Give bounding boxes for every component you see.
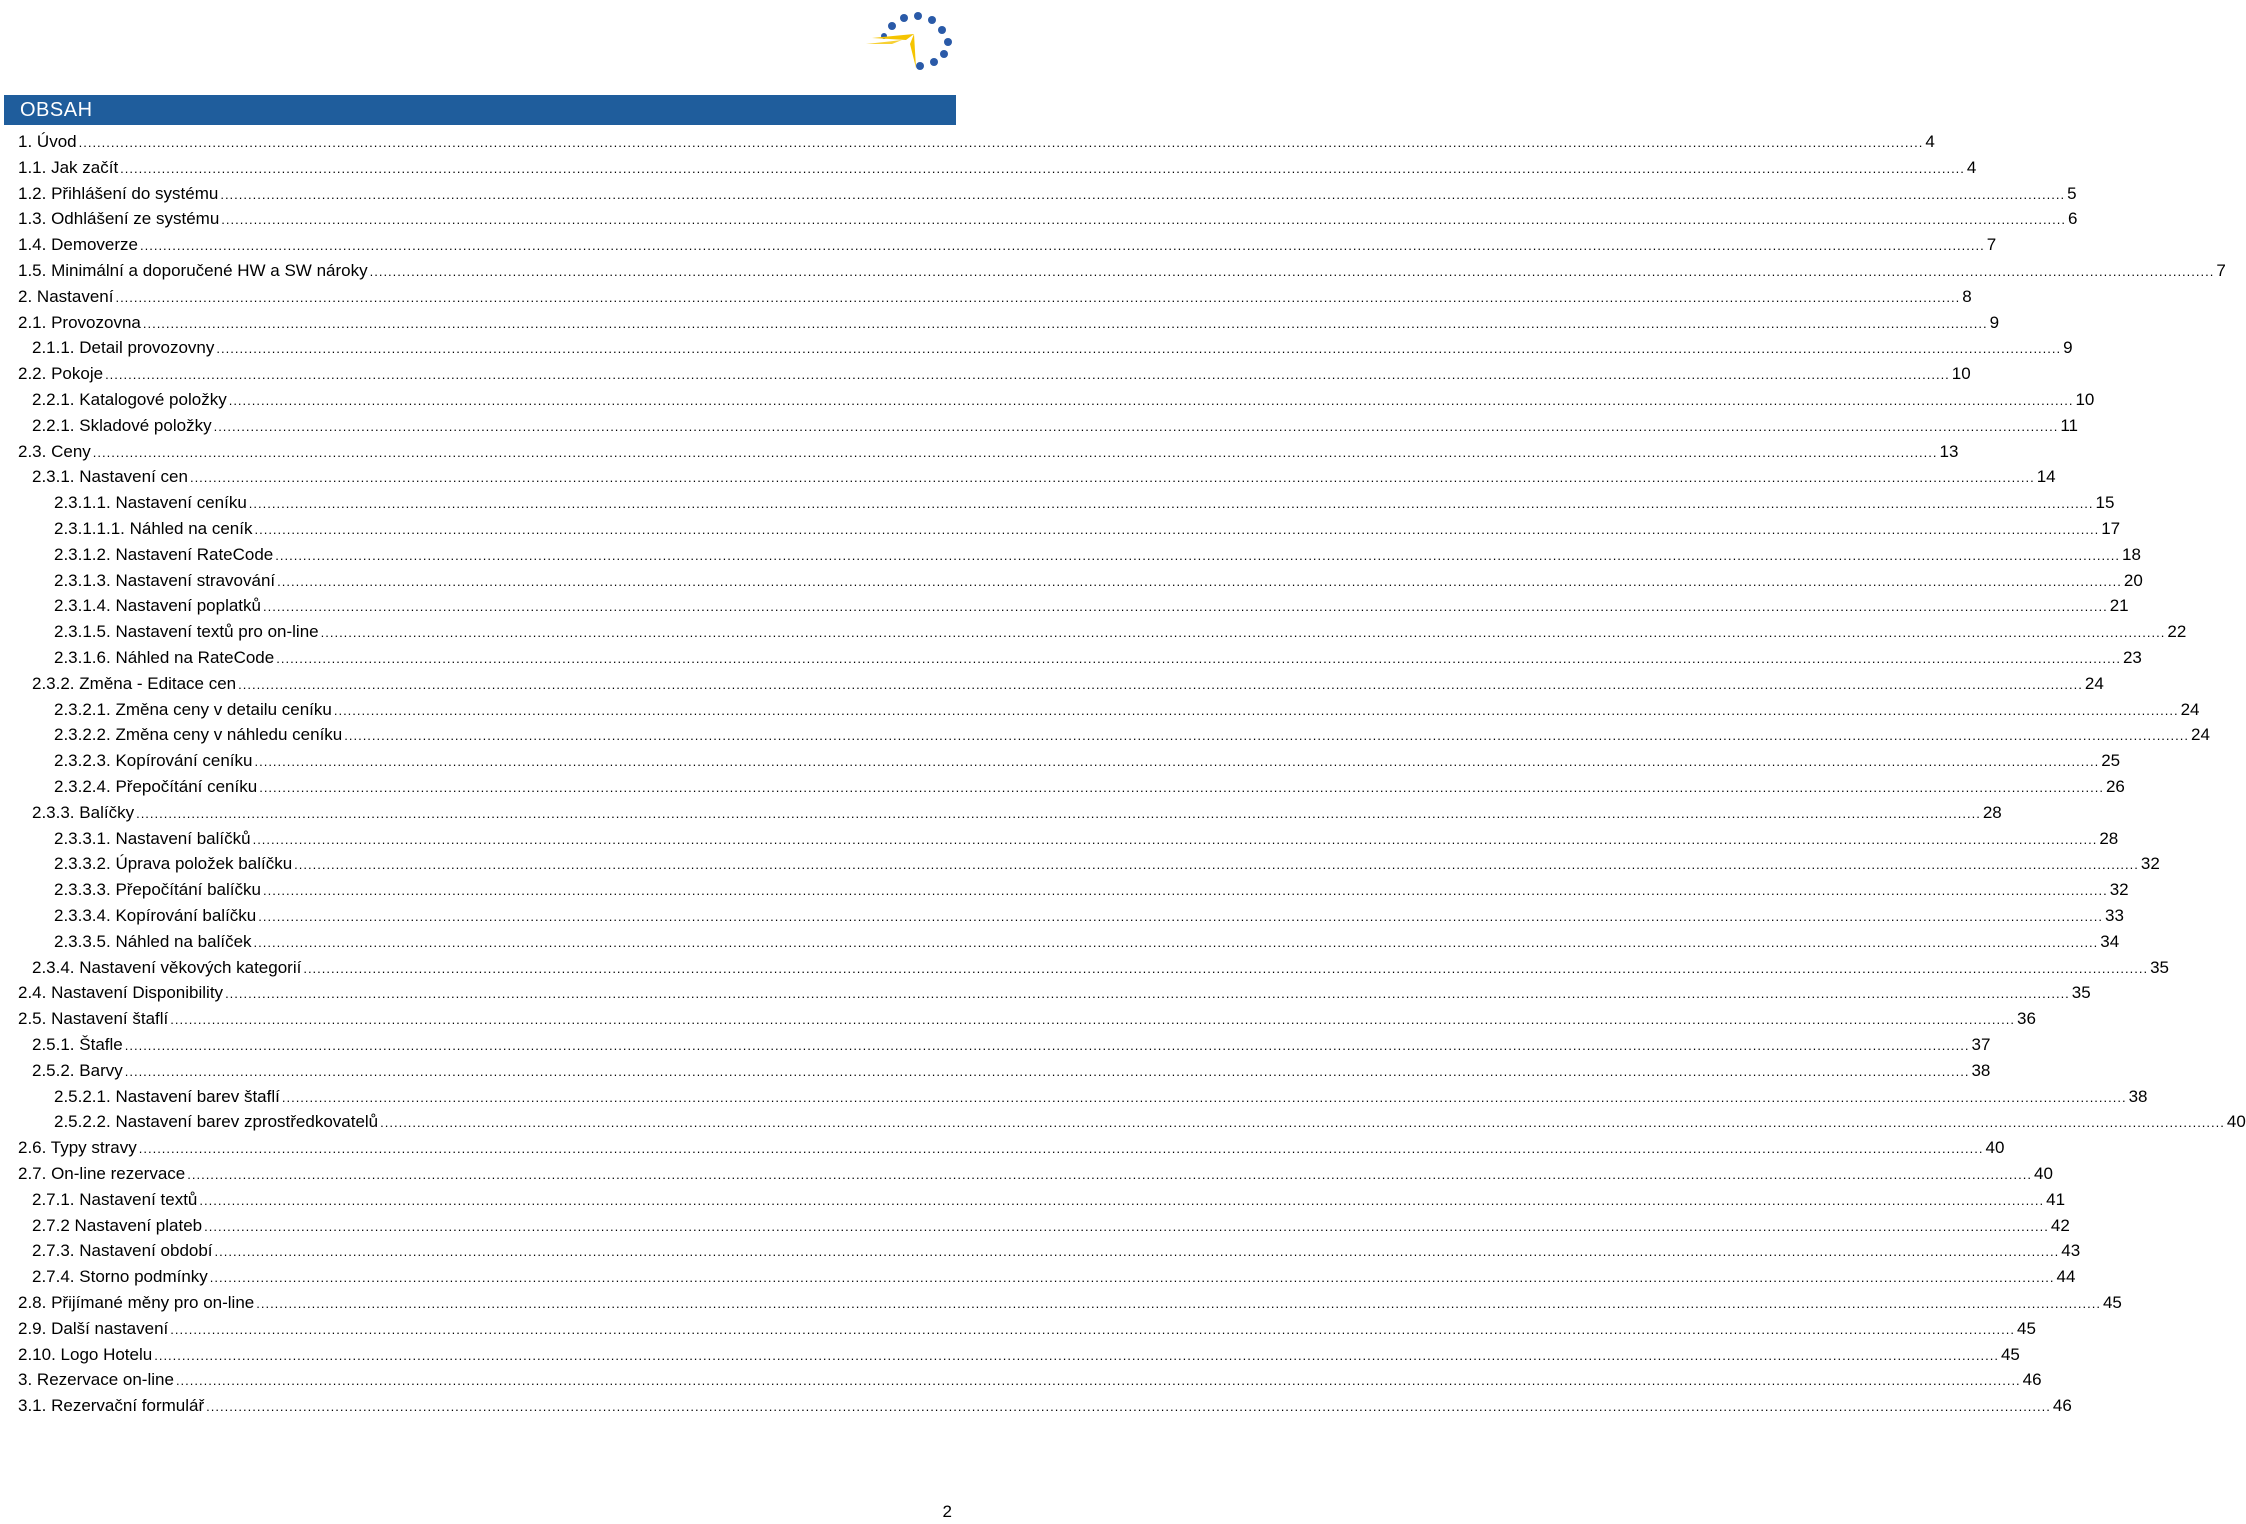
toc-entry-leader: ................................................................................................................................................................................................................................................................................................................................................................................................................ <box>209 1270 2055 1286</box>
toc-entry-number: 3. <box>18 1370 33 1390</box>
toc-entry-title: Nastavení balíčků <box>110 828 251 848</box>
toc-entry-number: 2.3.1.2. <box>54 544 111 564</box>
toc-entry-leader: ................................................................................................................................................................................................................................................................................................................................................................................................................ <box>154 1347 1999 1363</box>
toc-entry-number: 2.2. <box>18 364 47 384</box>
toc-entry[interactable] <box>18 1394 2072 1418</box>
toc-entry-title: Nastavení textů <box>74 1189 198 1209</box>
toc-entry-page: 46 <box>2052 1396 2072 1416</box>
toc-entry[interactable] <box>32 465 2056 489</box>
toc-entry-page: 38 <box>1971 1060 1991 1080</box>
toc-entry[interactable] <box>54 827 2119 851</box>
toc-entry-number: 2.3.3.1. <box>54 828 111 848</box>
toc-entry-title: Přihlášení do systému <box>46 183 219 203</box>
toc-entry-page: 9 <box>2063 338 2073 358</box>
toc-entry-number: 2.3. <box>18 441 47 461</box>
toc-entry-title: Přepočítání balíčku <box>110 880 261 900</box>
toc-entry-page: 25 <box>2101 751 2121 771</box>
toc-entry-title: Nastavení <box>32 286 114 306</box>
toc-entry-number: 2.5.2.1. <box>54 1086 111 1106</box>
toc-entry-number: 3.1. <box>18 1396 47 1416</box>
toc-entry-leader: ................................................................................................................................................................................................................................................................................................................................................................................................................ <box>206 1399 2051 1415</box>
toc-entry[interactable] <box>32 414 2078 438</box>
toc-entry-leader: ................................................................................................................................................................................................................................................................................................................................................................................................................ <box>140 238 1985 254</box>
toc-entry-leader: ................................................................................................................................................................................................................................................................................................................................................................................................................ <box>138 1141 1984 1157</box>
toc-entry-page: 42 <box>2050 1215 2070 1235</box>
toc-entry-leader: ................................................................................................................................................................................................................................................................................................................................................................................................................ <box>256 1296 2101 1311</box>
toc-entry-title: Další nastavení <box>46 1318 169 1338</box>
toc-entry-title: Nastavení poplatků <box>110 596 261 616</box>
toc-entry-title: Nastavení Disponibility <box>46 983 224 1003</box>
toc-entry[interactable] <box>18 362 1971 386</box>
toc-entry-title: Náhled na balíček <box>110 931 252 951</box>
toc-entry-leader: ................................................................................................................................................................................................................................................................................................................................................................................................................ <box>92 444 1938 460</box>
toc-entry[interactable] <box>32 1188 2066 1212</box>
toc-entry-page: 15 <box>2095 493 2115 513</box>
toc-entry-number: 2.3.3. <box>32 802 75 822</box>
toc-entry-leader: ................................................................................................................................................................................................................................................................................................................................................................................................................ <box>258 909 2103 924</box>
toc-entry-page: 46 <box>2022 1370 2042 1390</box>
toc-entry-page: 24 <box>2180 699 2200 719</box>
toc-entry-page: 7 <box>2216 261 2226 280</box>
toc-entry-number: 2.10. <box>18 1344 56 1364</box>
toc-entry-number: 2.5.2.2. <box>54 1112 111 1132</box>
toc-entry[interactable] <box>54 646 2142 670</box>
toc-entry[interactable] <box>54 517 2121 541</box>
toc-entry-number: 2.3.1.4. <box>54 596 111 616</box>
toc-entry-page: 33 <box>2104 906 2124 925</box>
toc-entry-page: 20 <box>2123 570 2143 590</box>
toc-entry[interactable] <box>54 930 2120 954</box>
toc-entry[interactable] <box>32 336 2073 360</box>
toc-entry-number: 2.3.3.2. <box>54 854 111 874</box>
toc-entry-number: 2.3.3.5. <box>54 931 111 951</box>
company-logo-icon <box>862 4 956 72</box>
toc-entry-page: 44 <box>2056 1267 2076 1287</box>
toc-entry-title: Minimální a doporučené HW a SW nároky <box>46 261 368 280</box>
toc-entry-leader: ................................................................................................................................................................................................................................................................................................................................................................................................................ <box>175 1373 2021 1389</box>
toc-entry[interactable] <box>54 723 2210 747</box>
toc-entry-title: On-line rezervace <box>46 1164 186 1183</box>
toc-entry-page: 28 <box>2099 828 2119 848</box>
toc-entry[interactable] <box>32 1214 2070 1238</box>
toc-entry-leader: ................................................................................................................................................................................................................................................................................................................................................................................................................ <box>259 780 2104 795</box>
toc-entry[interactable] <box>32 1033 1991 1057</box>
toc-entry[interactable] <box>54 1085 2148 1109</box>
toc-entry-leader: ................................................................................................................................................................................................................................................................................................................................................................................................................ <box>124 1038 1970 1053</box>
toc-entry[interactable] <box>18 1136 2005 1160</box>
toc-entry-title: Provozovna <box>46 312 141 332</box>
toc-entry-number: 2.3.2.3. <box>54 751 111 771</box>
toc-entry-number: 2. <box>18 286 33 306</box>
toc-entry-page: 24 <box>2084 673 2104 693</box>
toc-entry-number: 2.7.4. <box>32 1267 75 1287</box>
toc-entry-leader: ................................................................................................................................................................................................................................................................................................................................................................................................................ <box>303 960 2149 976</box>
toc-entry-number: 2.3.1.3. <box>54 570 111 590</box>
toc-entry-leader: ................................................................................................................................................................................................................................................................................................................................................................................................................ <box>213 418 2059 434</box>
toc-entry[interactable] <box>54 569 2143 593</box>
toc-entry-page: 41 <box>2046 1189 2066 1209</box>
toc-entry[interactable] <box>54 904 2124 928</box>
toc-entry-number: 2.3.1.5. <box>54 622 111 642</box>
toc-entry-title: Nastavení cen <box>74 467 188 487</box>
toc-entry-number: 2.3.1.1. <box>54 493 111 513</box>
toc-entry[interactable] <box>32 1239 2081 1263</box>
toc-entry-leader: ................................................................................................................................................................................................................................................................................................................................................................................................................ <box>254 522 2100 537</box>
toc-entry-leader: ................................................................................................................................................................................................................................................................................................................................................................................................................ <box>124 1063 1970 1079</box>
toc-entry-number: 2.7.3. <box>32 1241 75 1261</box>
toc-entry[interactable] <box>54 543 2141 567</box>
toc-entry-leader: ................................................................................................................................................................................................................................................................................................................................................................................................................ <box>115 289 1961 305</box>
toc-entry-title: Změna - Editace cen <box>74 673 237 693</box>
toc-entry-leader: ................................................................................................................................................................................................................................................................................................................................................................................................................ <box>262 883 2108 899</box>
toc-entry[interactable] <box>32 956 2169 980</box>
toc-entry-page: 8 <box>1962 286 1972 306</box>
toc-entry-number: 2.3.4. <box>32 957 75 977</box>
toc-header <box>4 95 956 125</box>
toc-entry[interactable] <box>18 156 1977 180</box>
toc-entry-number: 2.7.1. <box>32 1189 75 1209</box>
toc-entry-leader: ................................................................................................................................................................................................................................................................................................................................................................................................................ <box>294 857 2139 873</box>
toc-entry-number: 2.2.1. <box>32 390 75 409</box>
toc-entry-title: Ceny <box>46 441 91 461</box>
toc-entry-number: 2.7. <box>18 1164 47 1183</box>
toc-entry-page: 4 <box>1925 132 1935 151</box>
toc-entry-title: Přijímané měny pro on-line <box>46 1293 255 1312</box>
toc-entry[interactable] <box>18 1343 2020 1367</box>
toc-entry-number: 2.5. <box>18 1009 47 1029</box>
toc-entry-page: 10 <box>2075 390 2095 409</box>
toc-entry-leader: ................................................................................................................................................................................................................................................................................................................................................................................................................ <box>320 625 2166 641</box>
toc-entry-number: 2.5.2. <box>32 1060 75 1080</box>
toc-entry-title: Rezervace on-line <box>32 1370 174 1390</box>
toc-entry[interactable] <box>18 1368 2042 1392</box>
toc-entry-leader: ................................................................................................................................................................................................................................................................................................................................................................................................................ <box>225 986 2070 1002</box>
toc-entry[interactable] <box>18 1162 2053 1186</box>
toc-entry-leader: ................................................................................................................................................................................................................................................................................................................................................................................................................ <box>276 651 2121 666</box>
toc-entry[interactable] <box>18 1317 2036 1341</box>
toc-entry-page: 34 <box>2100 931 2120 951</box>
toc-entry-page: 38 <box>2128 1086 2148 1106</box>
toc-entry-number: 2.6. <box>18 1138 47 1158</box>
toc-entry-title: Změna ceny v detailu ceníku <box>110 699 332 719</box>
toc-entry-leader: ................................................................................................................................................................................................................................................................................................................................................................................................................ <box>199 1192 2045 1208</box>
toc-entry-leader: ................................................................................................................................................................................................................................................................................................................................................................................................................ <box>238 676 2083 692</box>
toc-entry-leader: ................................................................................................................................................................................................................................................................................................................................................................................................................ <box>369 264 2215 279</box>
toc-entry-page: 45 <box>2000 1344 2020 1364</box>
toc-entry-title: Náhled na RateCode <box>110 648 275 667</box>
toc-entry-number: 2.3.1.6. <box>54 648 111 667</box>
toc-entry-number: 2.7.2 <box>32 1215 70 1235</box>
toc-entry-leader: ................................................................................................................................................................................................................................................................................................................................................................................................................ <box>189 470 2035 486</box>
toc-entry-title: Skladové položky <box>74 415 212 435</box>
toc-entry-number: 1.3. <box>18 209 47 229</box>
toc-entry-number: 1. <box>18 132 33 151</box>
toc-entry-number: 2.3.2.1. <box>54 699 111 719</box>
toc-entry[interactable] <box>32 1059 1991 1083</box>
toc-entry[interactable] <box>32 801 2002 825</box>
toc-entry-leader: ................................................................................................................................................................................................................................................................................................................................................................................................................ <box>216 341 2062 357</box>
toc-entry-number: 2.1.1. <box>32 338 75 358</box>
toc-entry-title: Rezervační formulář <box>46 1396 205 1416</box>
toc-entry-leader: ................................................................................................................................................................................................................................................................................................................................................................................................................ <box>105 367 1950 383</box>
toc-entry-leader: ................................................................................................................................................................................................................................................................................................................................................................................................................ <box>142 315 1988 331</box>
toc-entry[interactable] <box>54 878 2129 902</box>
toc-entry-leader: ................................................................................................................................................................................................................................................................................................................................................................................................................ <box>254 754 2100 770</box>
toc-entry-title: Demoverze <box>46 235 138 255</box>
toc-entry[interactable] <box>18 233 1997 257</box>
toc-entry-number: 2.9. <box>18 1318 47 1338</box>
toc-entry-leader: ................................................................................................................................................................................................................................................................................................................................................................................................................ <box>78 135 1924 150</box>
toc-entry-title: Nastavení období <box>74 1241 213 1261</box>
toc-entry-number: 2.3.1. <box>32 467 75 487</box>
toc-entry-leader: ................................................................................................................................................................................................................................................................................................................................................................................................................ <box>136 805 1981 821</box>
toc-entry-page: 43 <box>2061 1241 2081 1261</box>
toc-entry-title: Nastavení plateb <box>69 1215 203 1235</box>
toc-entry-title: Štafle <box>74 1035 123 1054</box>
toc-entry-leader: ................................................................................................................................................................................................................................................................................................................................................................................................................ <box>253 934 2099 950</box>
toc-entry-number: 2.3.2. <box>32 673 75 693</box>
toc-entry-number: 2.3.1.1.1. <box>54 519 125 538</box>
toc-entry-page: 24 <box>2190 725 2210 745</box>
toc-entry[interactable] <box>32 388 2095 412</box>
toc-entry-number: 1.4. <box>18 235 47 255</box>
toc-entry[interactable] <box>54 775 2125 799</box>
toc-entry-title: Úprava položek balíčku <box>110 854 293 874</box>
toc-entry-title: Nastavení RateCode <box>110 544 274 564</box>
toc-entry-title: Pokoje <box>46 364 104 384</box>
toc-entry[interactable] <box>18 259 2226 283</box>
toc-entry-page: 4 <box>1966 157 1977 177</box>
toc-entry-number: 1.2. <box>18 183 47 203</box>
toc-entry-title: Logo Hotelu <box>55 1344 153 1364</box>
toc-entry[interactable] <box>18 981 2091 1005</box>
toc-entry-leader: ................................................................................................................................................................................................................................................................................................................................................................................................................ <box>228 393 2074 408</box>
toc-entry-leader: ................................................................................................................................................................................................................................................................................................................................................................................................................ <box>277 573 2122 589</box>
toc-entry-number: 1.5. <box>18 261 47 280</box>
toc-entry-leader: ................................................................................................................................................................................................................................................................................................................................................................................................................ <box>204 1218 2049 1234</box>
toc-entry-page: 18 <box>2122 544 2141 564</box>
toc-entry-number: 2.3.3.3. <box>54 880 111 900</box>
toc-entry-page: 32 <box>2140 854 2160 874</box>
toc-entry-leader: ................................................................................................................................................................................................................................................................................................................................................................................................................ <box>344 728 2189 744</box>
toc-entry-leader: ................................................................................................................................................................................................................................................................................................................................................................................................................ <box>252 831 2098 847</box>
toc-entry-leader: ................................................................................................................................................................................................................................................................................................................................................................................................................ <box>170 1012 2015 1028</box>
toc-entry-leader: ................................................................................................................................................................................................................................................................................................................................................................................................................ <box>333 702 2179 718</box>
toc-entry-title: Kopírování ceníku <box>110 751 253 771</box>
toc-entry-page: 40 <box>2033 1164 2053 1183</box>
toc-entry-page: 23 <box>2122 648 2142 667</box>
toc-entry-page: 5 <box>2067 183 2077 203</box>
toc-entry-page: 7 <box>1986 235 1997 255</box>
toc-entry-number: 2.3.2.4. <box>54 777 111 796</box>
toc-entry-leader: ................................................................................................................................................................................................................................................................................................................................................................................................................ <box>170 1321 2015 1337</box>
toc-entry-page: 26 <box>2105 777 2125 796</box>
toc-entry[interactable] <box>32 672 2104 696</box>
toc-entry-number: 2.4. <box>18 983 47 1003</box>
toc-entry-title: Změna ceny v náhledu ceníku <box>110 725 343 745</box>
toc-entry-title: Storno podmínky <box>74 1267 208 1287</box>
toc-entry[interactable] <box>54 1110 2246 1134</box>
toc-entry[interactable] <box>18 182 2077 206</box>
toc-entry-leader: ................................................................................................................................................................................................................................................................................................................................................................................................................ <box>187 1167 2032 1182</box>
toc-entry-page: 22 <box>2167 622 2187 642</box>
toc-entry-leader: ................................................................................................................................................................................................................................................................................................................................................................................................................ <box>214 1244 2060 1260</box>
toc-entry-leader: ................................................................................................................................................................................................................................................................................................................................................................................................................ <box>221 212 2067 228</box>
toc-entry-page: 21 <box>2109 596 2129 616</box>
toc-entry-title: Balíčky <box>74 802 135 822</box>
toc-entry-page: 36 <box>2016 1009 2036 1029</box>
toc-entry-page: 45 <box>2017 1318 2036 1338</box>
toc-entry[interactable] <box>54 491 2115 515</box>
toc-entry-title: Úvod <box>32 132 77 151</box>
toc-entry-number: 2.1. <box>18 312 47 332</box>
toc-entry-page: 32 <box>2109 880 2129 900</box>
toc-entry-title: Odhlášení ze systému <box>46 209 220 229</box>
toc-entry-page: 37 <box>1971 1035 1991 1054</box>
toc-entry-leader: ................................................................................................................................................................................................................................................................................................................................................................................................................ <box>380 1115 2225 1131</box>
toc-entry-title: Náhled na ceník <box>124 519 253 538</box>
toc-header-title: OBSAH <box>20 99 93 121</box>
toc-entry-leader: ................................................................................................................................................................................................................................................................................................................................................................................................................ <box>120 160 1965 176</box>
toc-entry[interactable] <box>54 749 2121 773</box>
toc-entry-title: Barvy <box>74 1060 123 1080</box>
toc-entry-title: Nastavení stravování <box>110 570 276 590</box>
toc-entry[interactable] <box>18 1291 2122 1315</box>
toc-entry[interactable] <box>18 207 2078 231</box>
toc-entry-page: 14 <box>2036 467 2056 487</box>
toc-entry-number: 2.5.1. <box>32 1035 75 1054</box>
toc-entry-leader: ................................................................................................................................................................................................................................................................................................................................................................................................................ <box>281 1089 2127 1105</box>
toc-entry[interactable] <box>54 620 2187 644</box>
toc-entry[interactable] <box>32 1265 2076 1289</box>
toc-entry-page: 9 <box>1989 312 2000 332</box>
toc-entry[interactable] <box>18 285 1972 309</box>
toc-entry-number: 1.1. <box>18 157 47 177</box>
toc-entry-leader: ................................................................................................................................................................................................................................................................................................................................................................................................................ <box>248 496 2094 512</box>
toc-entry-title: Nastavení věkových kategorií <box>74 957 302 977</box>
toc-entry-title: Nastavení barev štaflí <box>110 1086 280 1106</box>
toc-entry-page: 10 <box>1951 364 1971 384</box>
toc-entry[interactable] <box>54 698 2200 722</box>
toc-entry-title: Katalogové položky <box>74 390 227 409</box>
toc-entry[interactable] <box>54 852 2160 876</box>
toc-entry-title: Jak začít <box>46 157 119 177</box>
toc-entry-title: Typy stravy <box>46 1138 137 1158</box>
toc-entry-title: Přepočítání ceníku <box>110 777 258 796</box>
page-number: 2 <box>942 1502 952 1521</box>
toc-entry-page: 6 <box>2068 209 2078 229</box>
toc-entry[interactable] <box>18 311 2000 335</box>
toc-entry-page: 45 <box>2102 1293 2122 1312</box>
toc-entry[interactable] <box>54 594 2129 618</box>
toc-entry[interactable] <box>18 440 1959 464</box>
toc-entry-title: Kopírování balíčku <box>110 906 257 925</box>
toc-entry-page: 11 <box>2060 415 2078 435</box>
toc-entry-leader: ................................................................................................................................................................................................................................................................................................................................................................................................................ <box>262 599 2108 615</box>
toc-entry-leader: ................................................................................................................................................................................................................................................................................................................................................................................................................ <box>275 547 2120 563</box>
toc-entry[interactable] <box>18 130 1935 154</box>
toc-entry-number: 2.2.1. <box>32 415 75 435</box>
toc-entry-leader: ................................................................................................................................................................................................................................................................................................................................................................................................................ <box>220 186 2066 202</box>
toc-entry-page: 35 <box>2071 983 2091 1003</box>
toc-entry[interactable] <box>18 1007 2036 1031</box>
toc-entry-number: 2.3.3.4. <box>54 906 111 925</box>
toc-entry-page: 35 <box>2150 957 2169 977</box>
toc-entry-title: Detail provozovny <box>74 338 215 358</box>
toc-entry-page: 40 <box>2226 1112 2246 1132</box>
toc-entry-page: 13 <box>1939 441 1959 461</box>
toc-entry-title: Nastavení štaflí <box>46 1009 169 1029</box>
toc-entry-title: Nastavení textů pro on-line <box>110 622 319 642</box>
toc-entry-page: 28 <box>1982 802 2002 822</box>
toc-entry-title: Nastavení barev zprostředkovatelů <box>110 1112 379 1132</box>
toc-entry-number: 2.3.2.2. <box>54 725 111 745</box>
toc-entry-title: Nastavení ceníku <box>110 493 247 513</box>
toc-entry-page: 40 <box>1985 1138 2005 1158</box>
toc-entry-number: 2.8. <box>18 1293 47 1312</box>
toc-entry-page: 17 <box>2101 519 2121 538</box>
